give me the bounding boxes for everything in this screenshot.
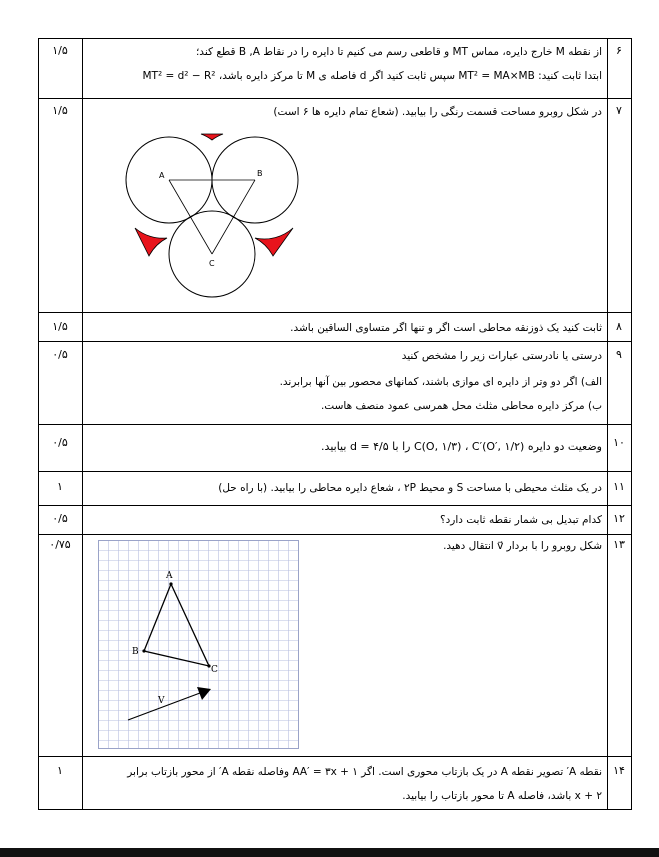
border-bottom [38,809,632,810]
point-label: B [132,647,139,657]
question-score: ۱/۵ [52,44,68,57]
question-number: ۱۰ [613,436,625,449]
question-score: ۰/۵ [52,348,68,361]
triangle-side [169,180,212,254]
border-right [631,38,632,810]
row-divider [38,505,632,506]
question-text-line: وضعیت دو دایره C(O, ۱/۳) ، C′(O′, ۱/۲) را با d = ۴/۵ بیابید. [321,440,602,453]
question-number: ۱۳ [613,538,625,551]
point-label: C [209,259,215,268]
triangle-side [212,180,255,254]
vector-label: V [158,696,165,706]
question-text-line: الف) اگر دو وتر از دایره ای موازی باشند، کمانهای محصور بین آنها برابرند. [279,376,602,388]
question-score: ۰/۵ [52,512,68,525]
question-text-line: در شکل روبرو مساحت قسمت رنگی را بیابید. (شعاع تمام دایره ها ۶ است) [273,106,602,118]
page-bottom-bar [0,848,659,857]
row-divider [38,424,632,425]
question-text-line: کدام تبدیل بی شمار نقطه ثابت دارد؟ [440,514,602,526]
row-divider [38,341,632,342]
exam-sheet [38,38,632,810]
point-label: B [257,169,263,178]
vertex-point [169,582,172,585]
question-score: ۱/۵ [52,104,68,117]
question-number: ۸ [616,320,622,333]
question-text-line: x + ۲ باشد، فاصله A تا محور بازتاب را بیابید. [402,790,602,802]
shaded-region [135,228,167,256]
triangle-abc [144,584,209,666]
question-score: ۰/۷۵ [49,538,71,551]
question-number: ۱۲ [613,512,625,525]
question-score: ۱/۵ [52,320,68,333]
question-text-line: ب) مرکز دایره محاطی مثلث محل همرسی عمود منصف هاست. [320,400,602,412]
question-score: ۰/۵ [52,436,68,449]
question-text-line: از نقطه M خارج دایره، مماس MT و قاطعی رسم می کنیم تا دایره را در نقاط B ,A قطع کند؛ [195,46,602,58]
question-number: ۹ [616,348,622,361]
question-text-line: شکل روبرو را با بردار v⃗ انتقال دهید. [443,540,602,552]
question-text-line: ثابت کنید یک ذوزنقه محاطی است اگر و تنها اگر متساوی الساقین باشد. [290,322,602,334]
point-label: A [166,571,173,581]
row-divider [38,98,632,99]
row-divider [38,756,632,757]
shaded-region [255,228,293,256]
score-column-divider [82,38,83,810]
vertex-point [142,649,145,652]
question-score: ۱ [57,480,63,493]
grid-figure [98,540,300,750]
circles-figure [123,128,308,308]
border-left [38,38,39,810]
question-number: ۶ [616,44,622,57]
number-column-divider [607,38,608,810]
question-text-line: در یک مثلث محیطی با مساحت S و محیط ۲P ، شعاع دایره محاطی را بیابید. (با راه حل) [218,482,602,494]
border-top [38,38,632,39]
question-text-line: نقطه A′ تصویر نقطه A در یک بازتاب محوری است. اگر AA′ = ۳x + ۱ وفاصله نقطه A′ از محور بازتاب برابر [127,766,602,778]
point-label: C [211,665,218,675]
question-number: ۷ [616,104,622,117]
row-divider [38,534,632,535]
question-text-line: ابتدا ثابت کنید: MT² = MA×MB سپس ثابت کنید اگر d فاصله ی M تا مرکز دایره باشد، MT² = d² − R² [142,70,602,82]
question-number: ۱۴ [613,764,625,777]
row-divider [38,312,632,313]
row-divider [38,471,632,472]
question-score: ۱ [57,764,63,777]
question-number: ۱۱ [613,480,625,493]
point-label: A [159,171,165,180]
question-text-line: درستی یا نادرستی عبارات زیر را مشخص کنید [401,350,602,362]
